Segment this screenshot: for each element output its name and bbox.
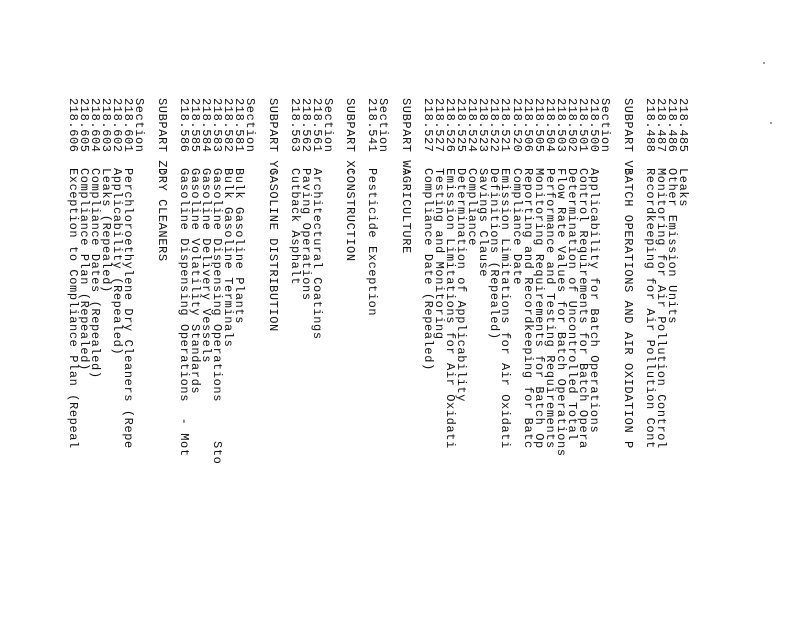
section-title: Architectural Coatings <box>309 168 324 340</box>
subpart-heading <box>156 98 167 618</box>
subpart-heading <box>620 98 635 618</box>
subpart-heading <box>265 98 280 618</box>
section-header-label: Section <box>243 98 258 153</box>
section-title: Applicability (Repealed) <box>110 168 125 356</box>
section-number: 218.562 <box>298 98 313 153</box>
section-number: 218.581 <box>232 98 247 153</box>
section-number: 218.523 <box>476 98 491 153</box>
section-number: 218.502 <box>565 98 580 153</box>
section-title: Determination of Uncontrolled Total <box>565 168 580 442</box>
section-title: Compliance Plan (Repealed) <box>76 168 91 371</box>
section-number: 218.582 <box>221 98 236 153</box>
section-row <box>289 98 300 618</box>
section-title: Control Requirements for Batch Opera <box>576 168 591 449</box>
section-title: Savings Clause <box>476 168 491 278</box>
section-number: 218.520 <box>509 98 524 153</box>
section-row <box>178 98 189 618</box>
section-title: Recordkeeping for Air Pollution Cont <box>642 168 657 449</box>
scan-speck <box>763 62 765 64</box>
subpart-title: DRY CLEANERS <box>154 168 169 262</box>
section-title: Compliance Date (Repealed) <box>420 168 435 371</box>
section-number: 218.584 <box>198 98 213 153</box>
section-number: 218.602 <box>110 98 125 153</box>
section-number: 218.522 <box>487 98 502 153</box>
subpart-title: CONSTRUCTION <box>343 168 358 262</box>
section-title: Other Emission Units <box>664 168 679 325</box>
section-title: Monitoring for Air Pollution Control <box>653 168 668 449</box>
subpart-heading <box>400 98 411 618</box>
section-title: Paving Operations <box>298 168 313 301</box>
section-number: 218.505 <box>531 98 546 153</box>
section-header-label: Section <box>321 98 335 153</box>
section-number: 218.603 <box>99 98 114 153</box>
section-title: Definitions (Repealed) <box>487 168 502 340</box>
section-title: Determination of Applicability <box>454 168 469 403</box>
subpart-label: SUBPART X: <box>343 98 358 177</box>
section-number: 218.585 <box>187 98 202 153</box>
section-title: Leaks (Repealed) <box>99 168 114 293</box>
section-title: Leaks <box>676 168 690 208</box>
section-title: Applicability for Batch Operations <box>587 168 602 434</box>
section-title: Compliance Date <box>509 168 524 286</box>
subpart-title: AGRICULTURE <box>398 168 413 254</box>
section-number: 218.586 <box>176 98 191 153</box>
section-row <box>644 98 655 618</box>
section-title: Emission Limitations for Air Oxidati <box>498 168 513 449</box>
section-title: Compliance <box>465 168 480 247</box>
section-title: Gasoline Dispensing Operations - Mot <box>176 168 191 457</box>
section-number: 218.525 <box>454 98 469 153</box>
section-number: 218.487 <box>653 98 668 153</box>
section-number: 218.527 <box>431 98 446 153</box>
section-number: 218.601 <box>121 98 136 153</box>
section-title: Perchloroethylene Dry Cleaners (Repe <box>121 168 136 449</box>
section-number: 218.563 <box>287 98 302 153</box>
section-number: 218.506 <box>520 98 535 153</box>
subpart-title: BATCH OPERATIONS AND AIR OXIDATION P <box>620 168 635 449</box>
section-number: 218.541 <box>365 98 380 153</box>
section-row <box>422 98 433 618</box>
section-title: Cutback Asphalt <box>287 168 302 286</box>
section-title: Compliance Dates (Repealed) <box>88 168 103 379</box>
subpart-label: SUBPART V: <box>620 98 635 177</box>
subpart-label: SUBPART Y: <box>265 98 280 177</box>
section-title: Bulk Gasoline Terminals <box>221 168 236 348</box>
subpart-label: SUBPART Z: <box>154 98 169 177</box>
section-title: Flow Rate Values for Batch Operations <box>553 168 568 457</box>
section-title: Testing and Monitoring <box>431 168 446 340</box>
section-number: 218.606 <box>65 98 80 153</box>
section-number: 218.524 <box>465 98 480 153</box>
section-title: Reporting and Recordkeeping for Batc <box>520 168 535 449</box>
section-title: Gasoline Volatility Standards <box>187 168 202 395</box>
section-title: Emission Limitations for Air Oxidati <box>443 168 458 449</box>
section-number: 218.605 <box>76 98 91 153</box>
section-header-label: Section <box>598 98 613 153</box>
subpart-label: SUBPART W: <box>398 98 413 177</box>
section-title: Exception to Compliance Plan (Repeal <box>65 168 80 449</box>
section-header-label: Section <box>376 98 391 153</box>
section-title: Gasoline Delivery Vessels <box>198 168 213 364</box>
section-number: 218.501 <box>576 98 591 153</box>
section-title: Pesticide Exception <box>365 168 380 317</box>
section-number: 218.604 <box>88 98 103 153</box>
rotated-table-of-contents <box>67 98 688 618</box>
section-number: 218.583 <box>210 98 225 153</box>
section-number: 218.488 <box>642 98 657 153</box>
section-number: 218.527 <box>420 98 435 153</box>
scan-speck <box>770 122 772 124</box>
section-number: 218.500 <box>587 98 602 153</box>
section-number: 218.486 <box>664 98 679 153</box>
subpart-title: GASOLINE DISTRIBUTION <box>265 168 280 332</box>
section-title: Gasoline Dispensing Operations Sto <box>210 168 225 465</box>
section-title: Performance and Testing Requirements <box>542 168 557 449</box>
section-number: 218.561 <box>309 98 324 153</box>
section-header-label: Section <box>132 98 147 153</box>
section-number: 218.485 <box>676 98 690 153</box>
section-number: 218.504 <box>542 98 557 153</box>
section-number: 218.526 <box>443 98 458 153</box>
section-title: Monitoring Requirements for Batch Op <box>531 168 546 449</box>
section-row <box>67 98 78 618</box>
section-row <box>365 98 380 618</box>
section-number: 218.503 <box>553 98 568 153</box>
subpart-heading <box>343 98 358 618</box>
section-number: 218.521 <box>498 98 513 153</box>
section-title: Bulk Gasoline Plants <box>232 168 247 325</box>
